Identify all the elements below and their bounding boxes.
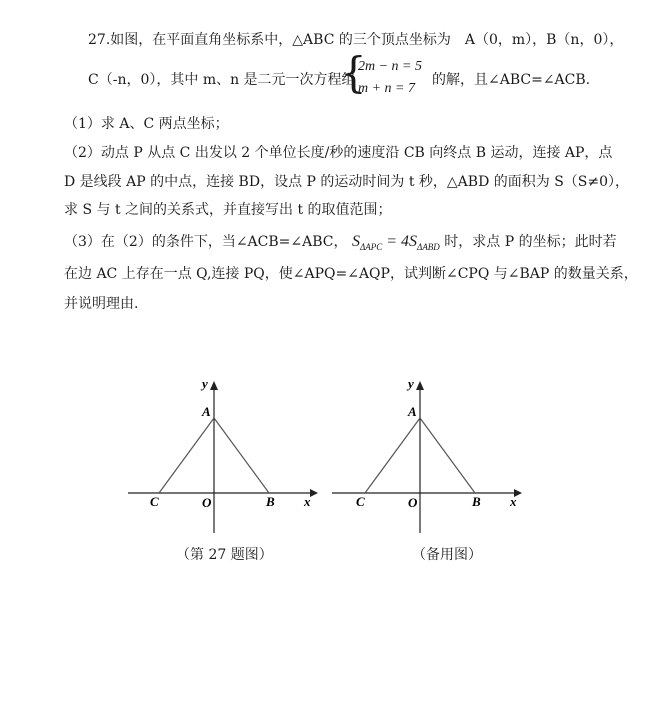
- label-B: B: [472, 494, 481, 509]
- question-2-line-2: D 是线段 AP 的中点，连接 BD，设点 P 的运动时间为 t 秒，△ABD 的面积为 S（S≠0），: [64, 174, 630, 190]
- segment-AB: [420, 418, 475, 493]
- x-axis-arrow: [310, 489, 318, 497]
- label-C: C: [356, 494, 365, 509]
- label-A: A: [202, 404, 211, 419]
- label-y: y: [408, 378, 414, 391]
- system-brace: {: [340, 48, 367, 97]
- segment-AC: [159, 418, 214, 493]
- segment-AC: [365, 418, 420, 493]
- figure-spare: [330, 378, 530, 538]
- segment-AB: [214, 418, 269, 493]
- question-2-line-1: （2）动点 P 从点 C 出发以 2 个单位长度/秒的速度沿 CB 向终点 B 运动，连接 AP，点: [64, 145, 613, 161]
- question-3-line-3: 并说明理由.: [64, 296, 139, 312]
- system-equation-2: m + n = 7: [358, 81, 416, 96]
- question-3-line-2: 在边 AC 上存在一点 Q,连接 PQ，使∠APQ=∠AQP，试判断∠CPQ 与∠BAP 的数量关系，: [64, 266, 638, 282]
- question-1: （1）求 A、C 两点坐标；: [64, 116, 229, 132]
- question-3-line-1: [64, 232, 617, 257]
- question-2-line-3: 求 S 与 t 之间的关系式，并直接写出 t 的取值范围；: [64, 202, 392, 218]
- problem-line-2-prefix: C（-n，0），其中 m、n 是二元一次方程组: [88, 72, 356, 88]
- system-equation-1: 2m − n = 5: [358, 59, 423, 74]
- label-B: B: [266, 494, 275, 509]
- area-formula: $S_{\Delta APC} = 4S_{\Delta ABD}$: [351, 233, 440, 253]
- label-y: y: [202, 378, 208, 391]
- label-A: A: [408, 404, 417, 419]
- problem-line-1: 27.如图，在平面直角坐标系中，△ABC 的三个顶点坐标为 A（0，m），B（n，0），: [88, 32, 624, 48]
- y-axis-arrow: [416, 381, 424, 390]
- figure-27-caption: （第 27 题图）: [176, 547, 273, 563]
- label-x: x: [304, 494, 311, 509]
- label-O: O: [202, 495, 212, 510]
- label-C: C: [150, 494, 159, 509]
- figure-27: [126, 378, 326, 538]
- y-axis-arrow: [210, 381, 218, 390]
- label-x: x: [510, 494, 517, 509]
- figure-spare-caption: （备用图）: [412, 547, 482, 563]
- problem-line-2-suffix: 的解，且∠ABC=∠ACB.: [432, 72, 591, 88]
- label-O: O: [408, 495, 418, 510]
- question-3-prefix: （3）在（2）的条件下，当∠ACB=∠ABC，: [64, 234, 348, 250]
- question-3-suffix: 时，求点 P 的坐标；此时若: [444, 234, 617, 250]
